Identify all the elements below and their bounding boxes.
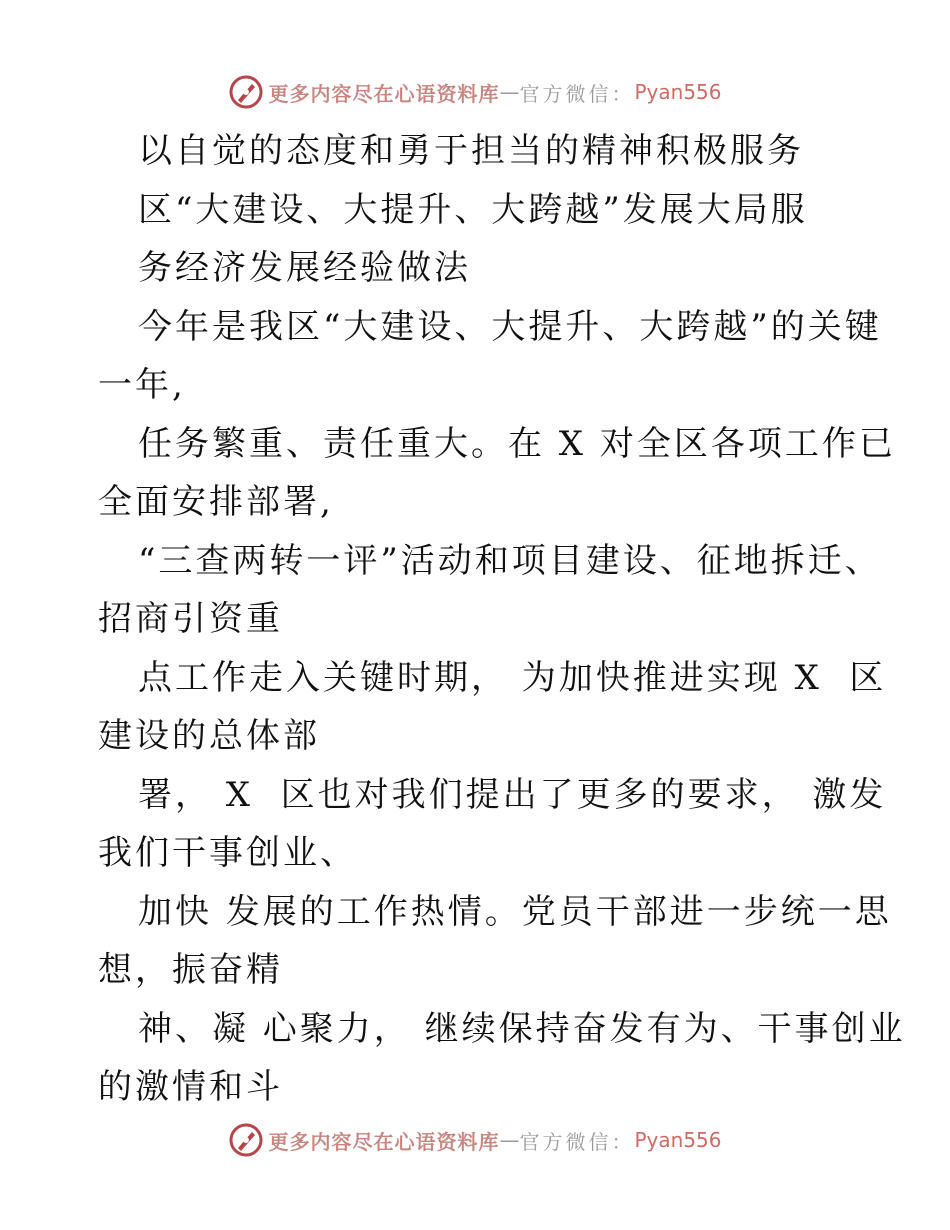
text-line: 加快 发展的工作热情。党员干部进一步统一思: [138, 891, 892, 932]
wechat-handle: Pyan556: [634, 80, 722, 104]
text-line: 点工作走入关键时期， 为加快推进实现 X 区: [138, 657, 887, 698]
text-line: 务经济发展经验做法: [138, 248, 471, 288]
text-line: 区“大建设、大提升、大跨越”发展大局服: [138, 189, 808, 230]
text-line: 以自觉的态度和勇于担当的精神积极服务: [138, 131, 804, 171]
text-line: 想，振奋精: [98, 950, 283, 990]
text-line: 署， X 区也对我们提出了更多的要求， 激发: [138, 774, 887, 815]
text-line: 神、凝 心聚力， 继续保持奋发有为、干事创业: [138, 1008, 906, 1049]
brand-text: 更多内容尽在心语资料库: [268, 81, 500, 106]
official-wechat-label: 官方微信：: [519, 1129, 635, 1154]
text-line: 招商引资重: [98, 599, 283, 639]
text-line: 一年,: [98, 365, 186, 405]
text-line: 全面安排部署,: [98, 482, 334, 522]
text-line: 的激情和斗: [98, 1067, 283, 1107]
dash-separator: —: [499, 1128, 520, 1152]
brand-text: 更多内容尽在心语资料库: [268, 1129, 500, 1154]
header-watermark: [0, 72, 950, 112]
text-line: 建设的总体部: [98, 716, 320, 756]
footer-watermark: [0, 1120, 950, 1160]
official-wechat-label: 官方微信：: [519, 81, 635, 106]
pen-logo-icon: [228, 1122, 264, 1158]
text-line: 我们干事创业、: [98, 833, 357, 873]
text-line: 任务繁重、责任重大。在 X 对全区各项工作已: [138, 423, 896, 464]
text-line: “三查两转一评”活动和项目建设、征地拆迁、: [138, 540, 882, 581]
text-line: 今年是我区“大建设、大提升、大跨越”的关键: [138, 306, 882, 347]
pen-logo-icon: [228, 74, 264, 110]
document-body: [98, 122, 906, 1117]
wechat-handle: Pyan556: [634, 1128, 722, 1152]
dash-separator: —: [499, 80, 520, 104]
